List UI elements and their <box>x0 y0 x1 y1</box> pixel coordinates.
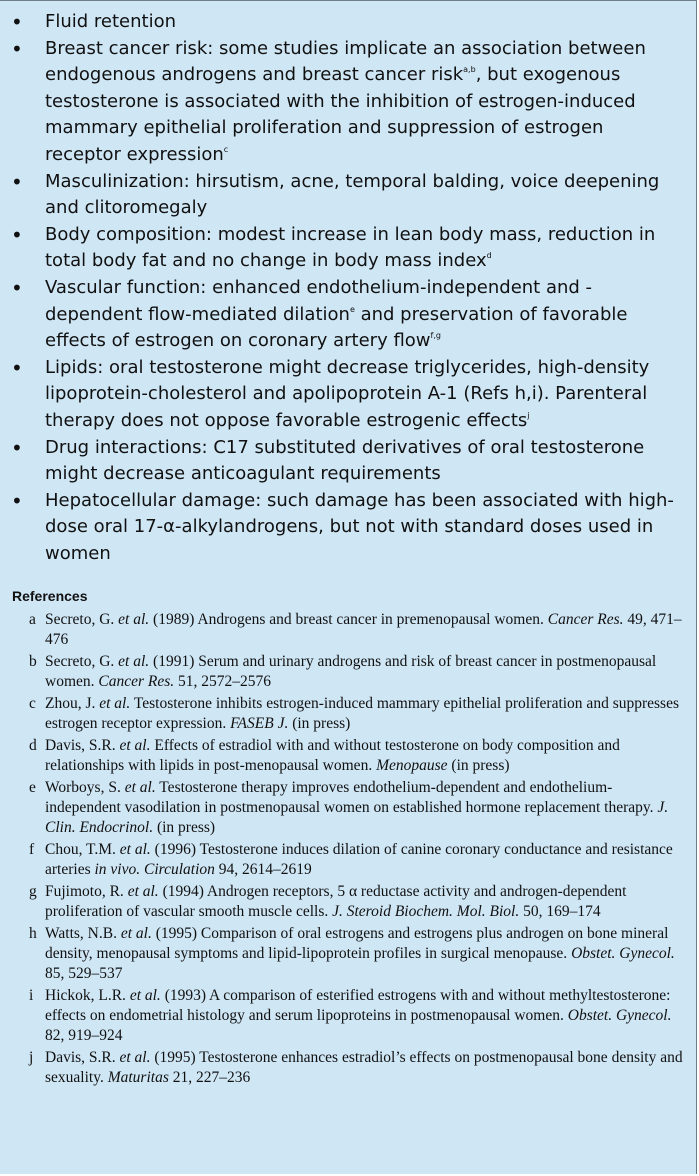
reference-item <box>0 610 690 650</box>
reference-authors: Davis, S.R. <box>45 737 120 754</box>
reference-letter: f <box>29 841 35 858</box>
reference-etal: et al. <box>99 695 131 712</box>
reference-title: Testosterone inhibits estrogen-induced mammary epithelial proliferation and suppresses estrogen receptor expression. <box>45 695 679 732</box>
bullet-icon: • <box>11 169 23 194</box>
reference-item <box>0 986 690 1046</box>
bullet-item <box>0 355 690 435</box>
bullet-text: Masculinization: hirsutism, acne, temporal balding, voice deepening and clitoromegaly <box>45 170 660 219</box>
reference-authors: Fujimoto, R. <box>45 883 128 900</box>
reference-letter: h <box>29 925 37 942</box>
reference-cite: 21, 227–236 <box>168 1069 251 1086</box>
reference-authors: Worboys, S. <box>45 779 125 796</box>
reference-etal: et al. <box>120 925 152 942</box>
bullet-item <box>0 488 690 568</box>
reference-item <box>0 882 690 922</box>
reference-authors: Secreto, G. <box>45 611 119 628</box>
reference-journal: FASEB J. <box>230 715 289 732</box>
bullet-item <box>0 9 690 36</box>
citation-sup: e <box>349 304 355 314</box>
reference-item <box>0 736 690 776</box>
reference-letter: c <box>29 695 36 712</box>
bullet-icon: • <box>11 10 23 34</box>
reference-authors: Watts, N.B. <box>45 925 121 942</box>
bullet-text: Lipids: oral testosterone might decrease triglycerides, high-density lipoprotein-cholesterol and apolipoprotein A-1 (Refs h,i). Parenteral therapy does not oppose favorable estrogenic effects <box>45 356 650 431</box>
reference-authors: Davis, S.R. <box>45 1049 120 1066</box>
reference-authors: Hickok, L.R. <box>45 987 130 1004</box>
reference-authors: Secreto, G. <box>45 653 119 670</box>
bullet-item <box>0 222 690 275</box>
bullet-icon: • <box>11 222 23 247</box>
bullet-item <box>0 435 690 488</box>
bullet-text: Fluid retention <box>45 11 177 32</box>
reference-etal: et al. <box>127 883 159 900</box>
reference-cite: (in press) <box>447 757 510 774</box>
reference-cite: 94, 2614–2619 <box>214 861 312 878</box>
citation-sup: a,b <box>463 65 476 75</box>
reference-title: (1996) Testosterone induces dilation of canine coronary conductance and resistance arteries <box>45 841 673 878</box>
reference-cite: (in press) <box>153 819 216 836</box>
reference-item <box>0 1048 690 1088</box>
reference-etal: et al. <box>119 1049 151 1066</box>
reference-cite: 85, 529–537 <box>45 965 123 982</box>
reference-etal: et al. <box>118 653 150 670</box>
reference-authors: Zhou, J. <box>45 695 100 712</box>
citation-sup: j <box>527 410 530 420</box>
reference-item <box>0 652 690 692</box>
reference-title: (1993) A comparison of esterified estrogens with and without methyltestosterone: effects on endometrial histology and serum lipoproteins in postmenopausal women. <box>45 987 671 1024</box>
bullet-text: Hepatocellular damage: such damage has been associated with high-dose oral 17-α-alkylandrogens, but not with standard doses used in women <box>45 489 674 564</box>
reference-letter: e <box>29 779 36 796</box>
bullet-text: Drug interactions: C17 substituted derivatives of oral testosterone might decrease anticoagulant requirements <box>45 436 645 485</box>
references-heading: References <box>12 588 88 604</box>
reference-item <box>0 840 690 880</box>
reference-authors: Chou, T.M. <box>45 841 120 858</box>
reference-journal: Menopause <box>376 757 448 774</box>
reference-cite: 49, 471–476 <box>45 611 682 648</box>
reference-cite: 82, 919–924 <box>45 1027 123 1044</box>
bullet-icon: • <box>11 275 23 300</box>
citation-sup: c <box>223 144 229 154</box>
citation-sup: f,g <box>430 331 441 341</box>
reference-cite: 50, 169–174 <box>519 903 601 920</box>
reference-title: (1995) Testosterone enhances estradiol’s effects on postmenopausal bone density and sexuality. <box>45 1049 683 1086</box>
reference-cite: 51, 2572–2576 <box>174 673 272 690</box>
citation-sup: d <box>486 251 492 261</box>
reference-etal: et al. <box>118 611 150 628</box>
reference-journal: Cancer Res. <box>547 611 624 628</box>
bullet-icon: • <box>11 435 23 460</box>
reference-letter: j <box>29 1049 34 1066</box>
bullet-item <box>0 169 690 222</box>
reference-item <box>0 778 690 838</box>
reference-journal: J. Steroid Biochem. Mol. Biol. <box>332 903 520 920</box>
reference-title: (1994) Androgen receptors, 5 α reductase activity and androgen-dependent proliferation of vascular smooth muscle cells. <box>45 883 627 920</box>
reference-journal: Cancer Res. <box>98 673 175 690</box>
reference-journal: Maturitas <box>107 1069 169 1086</box>
reference-title: Testosterone therapy improves endothelium-dependent and endothelium-independent vasodilation in postmenopausal women on established hormone replacement therapy. <box>45 779 658 816</box>
bullet-icon: • <box>11 355 23 380</box>
bullet-icon: • <box>11 488 23 513</box>
reference-journal: in vivo. Circulation <box>94 861 215 878</box>
bullet-icon: • <box>11 36 23 61</box>
reference-etal: et al. <box>124 779 156 796</box>
bullet-text: Breast cancer risk: some studies implicate an association between endogenous androgens and breast cancer risk <box>45 37 646 86</box>
reference-title: (1989) Androgens and breast cancer in premenopausal women. <box>149 611 548 628</box>
reference-etal: et al. <box>129 987 161 1004</box>
reference-letter: a <box>29 611 36 628</box>
bullet-text: Body composition: modest increase in lean body mass, reduction in total body fat and no change in body mass index <box>45 223 656 272</box>
reference-letter: d <box>29 737 37 754</box>
effects-bullet-list <box>0 9 690 567</box>
bullet-text: and preservation of favorable effects of estrogen on coronary artery flow <box>45 303 628 352</box>
bullet-text: Vascular function: enhanced endothelium-independent and -dependent flow-mediated dilation <box>45 276 593 325</box>
reference-etal: et al. <box>119 841 151 858</box>
bullet-item <box>0 275 690 355</box>
references-list <box>0 610 690 1090</box>
reference-cite: (in press) <box>288 715 351 732</box>
bullet-item <box>0 36 690 169</box>
reference-journal: Obstet. Gynecol. <box>567 1007 672 1024</box>
reference-letter: b <box>29 653 37 670</box>
reference-item <box>0 694 690 734</box>
reference-title: Effects of estradiol with and without testosterone on body composition and relationships with lipids in post-menopausal women. <box>45 737 620 774</box>
reference-title: (1991) Serum and urinary androgens and risk of breast cancer in postmenopausal women. <box>45 653 657 690</box>
reference-journal: J. Clin. Endocrinol. <box>45 799 669 836</box>
reference-item <box>0 924 690 984</box>
bullet-text: , but exogenous testosterone is associated with the inhibition of estrogen-induced mammary epithelial proliferation and suppression of estrogen receptor expression <box>45 64 636 165</box>
reference-letter: i <box>29 987 34 1004</box>
reference-journal: Obstet. Gynecol. <box>571 945 675 962</box>
reference-title: (1995) Comparison of oral estrogens and estrogens plus androgen on bone mineral density, menopausal symptoms and lipid-lipoprotein profiles in surgical menopause. <box>45 925 669 962</box>
reference-etal: et al. <box>119 737 151 754</box>
reference-letter: g <box>29 883 37 900</box>
